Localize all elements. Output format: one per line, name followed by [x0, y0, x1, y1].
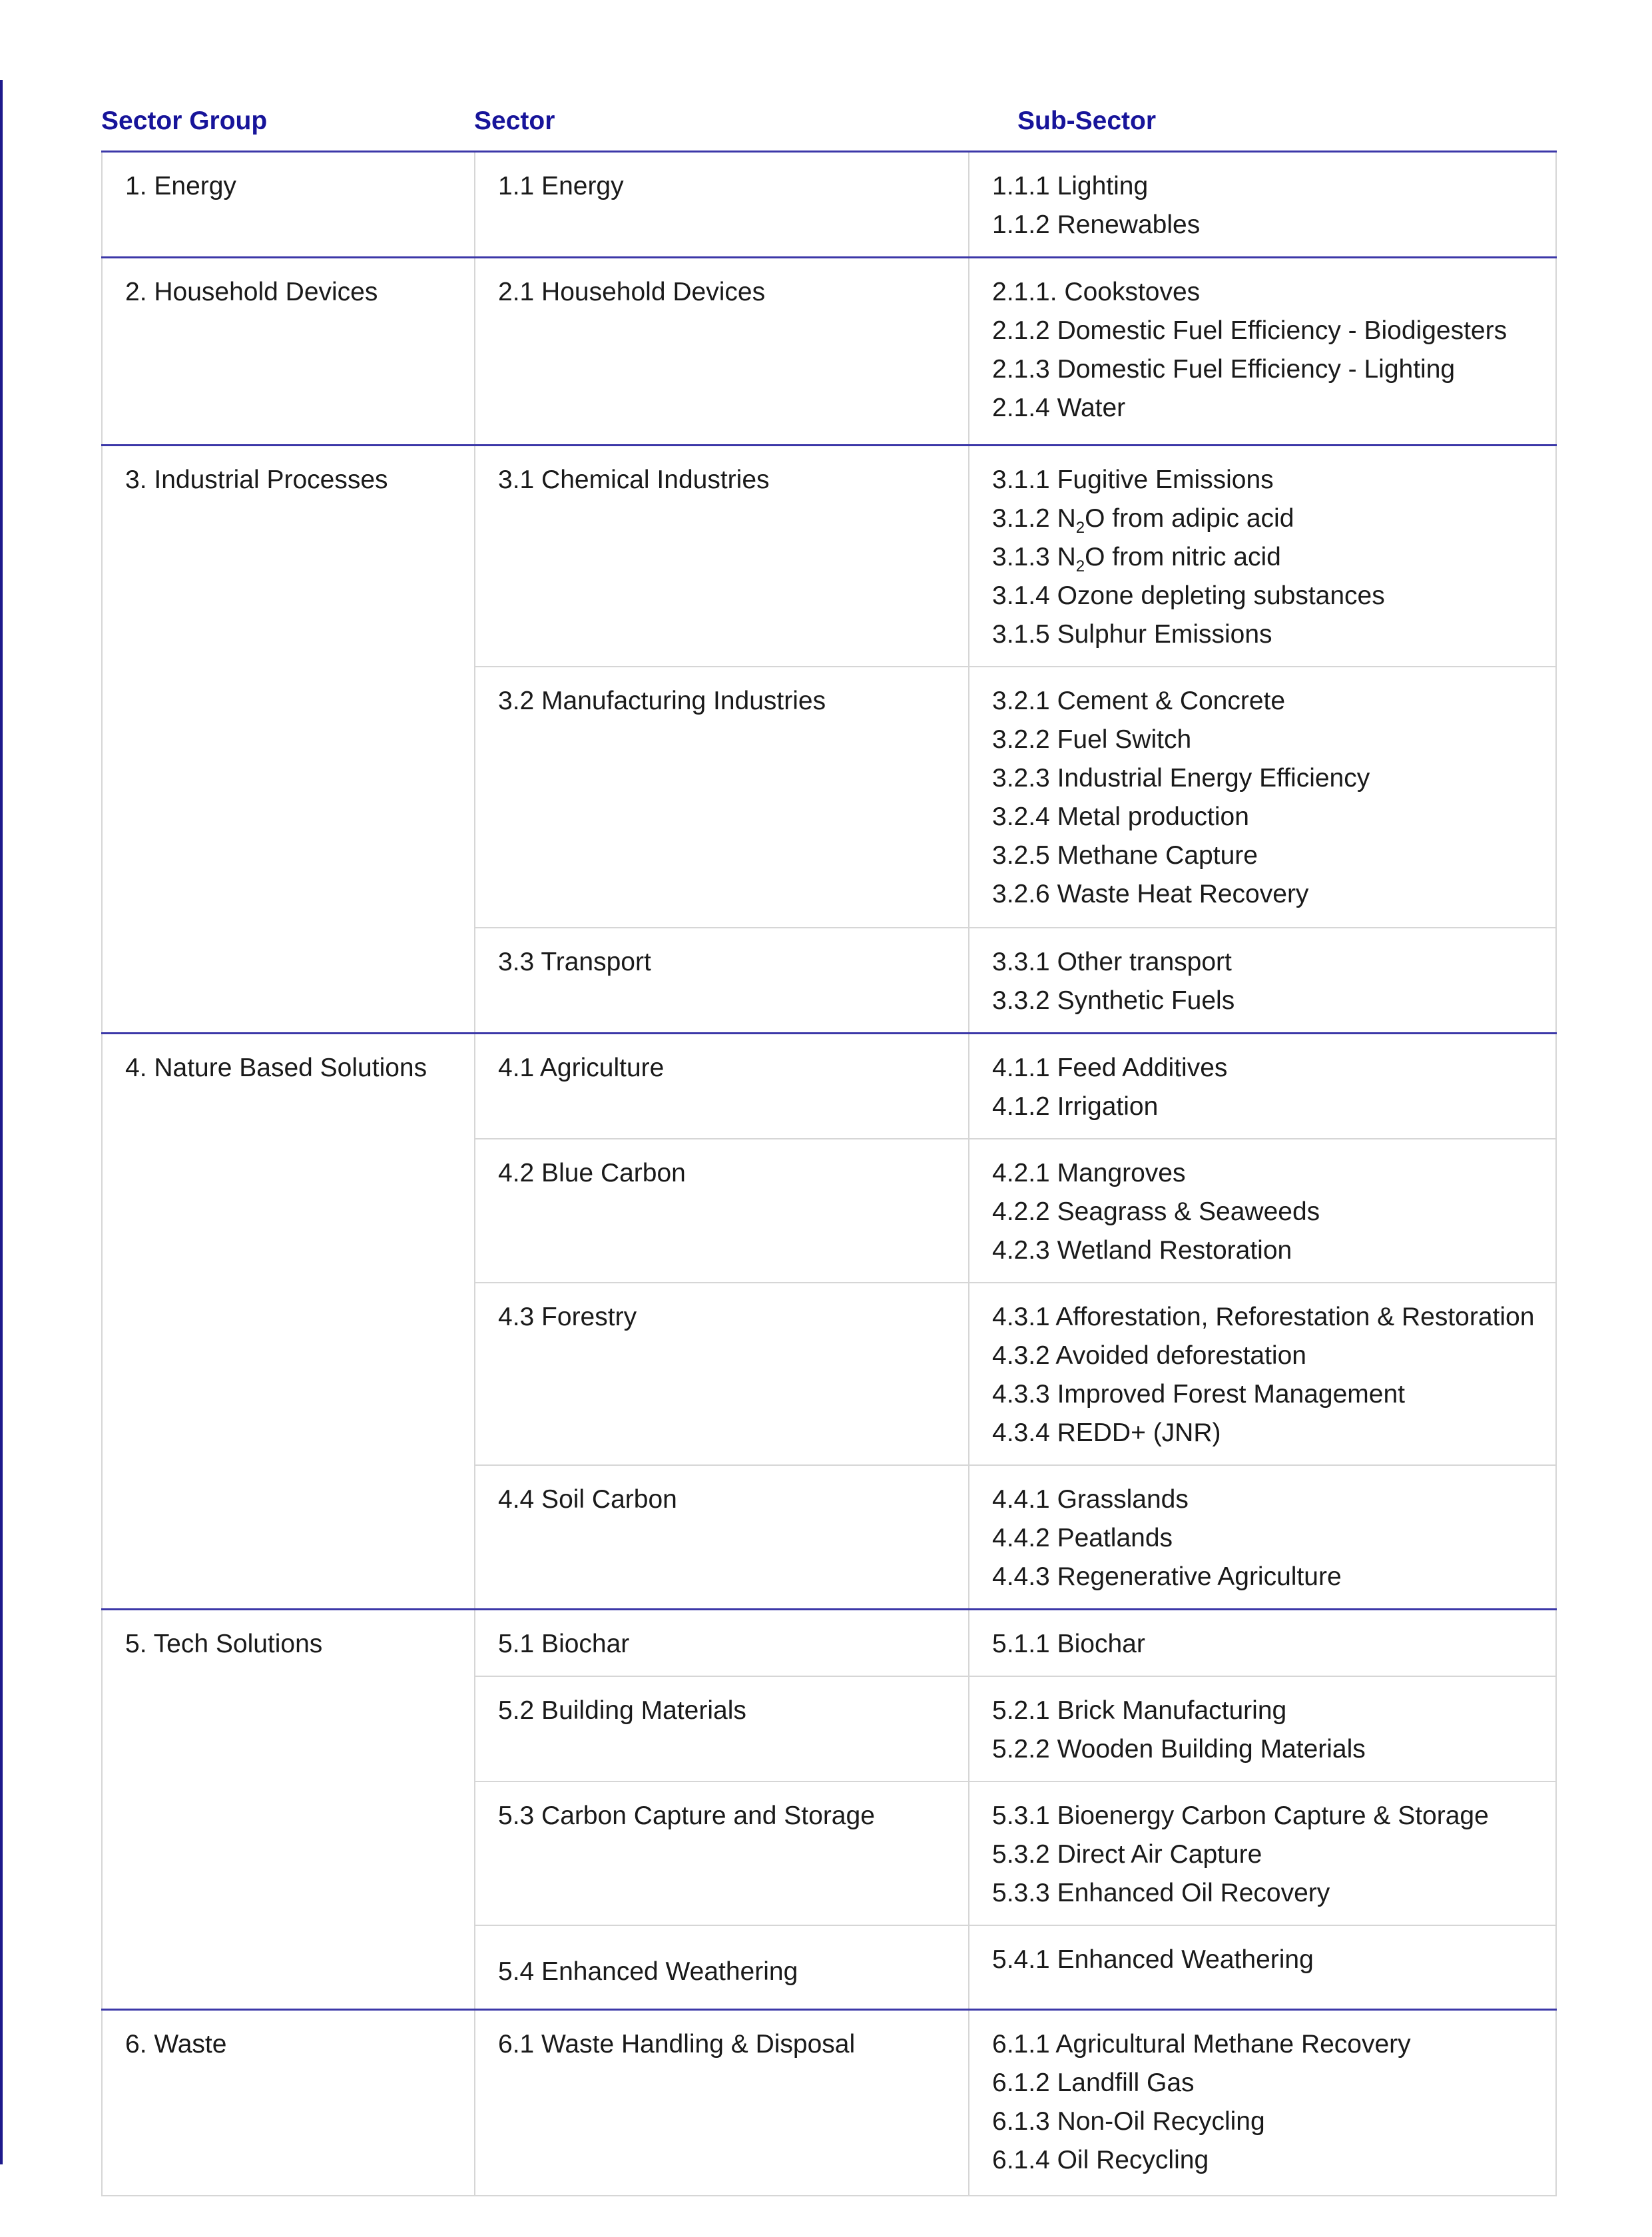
sub-sector-item: 5.2.1 Brick Manufacturing: [992, 1696, 1287, 1725]
sub-sector-item: 2.1.3 Domestic Fuel Efficiency - Lighting: [992, 355, 1456, 384]
header-sector: Sector: [474, 107, 555, 135]
sub-sector-item: 3.1.5 Sulphur Emissions: [992, 620, 1272, 649]
sub-sector-item: 3.2.2 Fuel Switch: [992, 725, 1192, 754]
sector-table: [101, 151, 1557, 2196]
table-row: [102, 446, 1556, 667]
sub-sector-cell: [969, 1610, 1556, 1677]
sub-sector-item: 3.2.3 Industrial Energy Efficiency: [992, 764, 1370, 793]
sub-sector-item: [992, 538, 1535, 577]
sub-sector-item: 6.1.3 Non-Oil Recycling: [992, 2106, 1265, 2136]
table-row: [102, 1034, 1556, 1139]
sector-cell: [475, 1925, 969, 2009]
sub-sector-item: 4.4.3 Regenerative Agriculture: [992, 1562, 1342, 1591]
sector-cell: 3.1 Chemical Industries: [475, 446, 969, 667]
sector-cell: 1.1 Energy: [475, 152, 969, 258]
sub-sector-item: 4.2.2 Seagrass & Seaweeds: [992, 1197, 1320, 1226]
sector-cell: 4.3 Forestry: [475, 1283, 969, 1465]
sector-cell: 4.2 Blue Carbon: [475, 1139, 969, 1283]
sector-group-cell: 3. Industrial Processes: [102, 446, 475, 1034]
sub-sector-cell: [969, 1465, 1556, 1610]
sector-cell: 3.3 Transport: [475, 928, 969, 1034]
sub-sector-item: 3.1.1 Fugitive Emissions: [992, 466, 1274, 494]
sub-sector-cell: [969, 1034, 1556, 1139]
sub-sector-item: 5.4.1 Enhanced Weathering: [992, 1945, 1314, 1974]
sector-cell: 5.2 Building Materials: [475, 1676, 969, 1781]
sub-sector-item: 1.1.1 Lighting: [992, 172, 1149, 200]
sub-sector-item: 5.3.1 Bioenergy Carbon Capture & Storage: [992, 1801, 1489, 1830]
sub-sector-item: 3.2.1 Cement & Concrete: [992, 687, 1286, 715]
sub-sector-item: 6.1.4 Oil Recycling: [992, 2145, 1209, 2174]
sub-sector-cell: [969, 2009, 1556, 2196]
sub-sector-item: 4.2.3 Wetland Restoration: [992, 1236, 1292, 1265]
sub-sector-item: [992, 499, 1535, 538]
sub-sector-item: 4.4.1 Grasslands: [992, 1485, 1189, 1514]
sub-sector-item: 2.1.2 Domestic Fuel Efficiency - Biodigesters: [992, 316, 1508, 345]
sector-group-cell: 6. Waste: [102, 2009, 475, 2196]
sub-sector-cell: [969, 1925, 1556, 2009]
sector-cell: 4.1 Agriculture: [475, 1034, 969, 1139]
sub-sector-item: 3.1.4 Ozone depleting substances: [992, 581, 1385, 610]
sub-sector-item: 5.3.3 Enhanced Oil Recovery: [992, 1879, 1330, 1907]
sub-sector-item: 5.2.2 Wooden Building Materials: [992, 1735, 1366, 1763]
sub-sector-item: 4.4.2 Peatlands: [992, 1524, 1173, 1552]
sector-group-cell: 2. Household Devices: [102, 258, 475, 446]
sector-cell: 5.1 Biochar: [475, 1610, 969, 1677]
sub-sector-item: 6.1.2 Landfill Gas: [992, 2068, 1195, 2097]
sub-sector-item: 6.1.1 Agricultural Methane Recovery: [992, 2029, 1411, 2059]
sub-sector-cell: [969, 667, 1556, 928]
sub-sector-item: 4.3.3 Improved Forest Management: [992, 1380, 1405, 1409]
sub-sector-text: O from nitric acid: [1085, 543, 1281, 571]
sector-cell: 5.3 Carbon Capture and Storage: [475, 1781, 969, 1925]
sector-cell: 3.2 Manufacturing Industries: [475, 667, 969, 928]
sub-sector-item: 1.1.2 Renewables: [992, 210, 1201, 239]
sub-sector-cell: [969, 1676, 1556, 1781]
sector-group-cell: 1. Energy: [102, 152, 475, 258]
sub-sector-cell: [969, 928, 1556, 1034]
sub-sector-cell: [969, 1139, 1556, 1283]
sub-sector-text: 3.1.3 N: [992, 543, 1076, 571]
sub-sector-item: 3.3.2 Synthetic Fuels: [992, 986, 1235, 1015]
sub-sector-item: 5.3.2 Direct Air Capture: [992, 1840, 1262, 1869]
sub-sector-cell: [969, 446, 1556, 667]
sector-cell: 4.4 Soil Carbon: [475, 1465, 969, 1610]
sector-cell: 6.1 Waste Handling & Disposal: [475, 2009, 969, 2196]
table-row: [102, 258, 1556, 446]
table-row: [102, 152, 1556, 258]
sector-group-cell: 4. Nature Based Solutions: [102, 1034, 475, 1610]
sub-sector-item: 4.3.2 Avoided deforestation: [992, 1341, 1306, 1370]
sub-sector-text: O from adipic acid: [1085, 504, 1294, 533]
sector-cell: 2.1 Household Devices: [475, 258, 969, 446]
header-sub-sector: Sub-Sector: [1017, 107, 1157, 135]
sub-sector-item: 3.2.4 Metal production: [992, 802, 1249, 831]
sub-sector-cell: [969, 152, 1556, 258]
sub-sector-text: 3.1.2 N: [992, 504, 1076, 533]
sector-text: 5.4 Enhanced Weathering: [498, 1957, 798, 1986]
table-row: [102, 1610, 1556, 1677]
sub-sector-item: 2.1.4 Water: [992, 394, 1126, 422]
subscript-digit: 2: [1075, 518, 1085, 537]
sub-sector-item: 2.1.1. Cookstoves: [992, 278, 1201, 306]
sub-sector-item: 3.3.1 Other transport: [992, 948, 1232, 976]
sub-sector-item: 4.2.1 Mangroves: [992, 1159, 1186, 1187]
subscript-digit: 2: [1075, 557, 1085, 575]
sub-sector-item: 3.2.5 Methane Capture: [992, 841, 1258, 870]
sector-group-cell: 5. Tech Solutions: [102, 1610, 475, 2010]
sub-sector-cell: [969, 258, 1556, 446]
sub-sector-item: 4.3.1 Afforestation, Reforestation & Restoration: [992, 1303, 1535, 1331]
header-sector-group: Sector Group: [101, 107, 268, 135]
sub-sector-item: 4.1.2 Irrigation: [992, 1092, 1159, 1121]
sub-sector-item: 4.3.4 REDD+ (JNR): [992, 1419, 1221, 1447]
left-edge-rule: [0, 80, 3, 2164]
sub-sector-item: 5.1.1 Biochar: [992, 1630, 1145, 1658]
sub-sector-item: 4.1.1 Feed Additives: [992, 1054, 1228, 1082]
sub-sector-cell: [969, 1283, 1556, 1465]
sub-sector-cell: [969, 1781, 1556, 1925]
table-row: [102, 2009, 1556, 2196]
sub-sector-item: 3.2.6 Waste Heat Recovery: [992, 880, 1309, 908]
